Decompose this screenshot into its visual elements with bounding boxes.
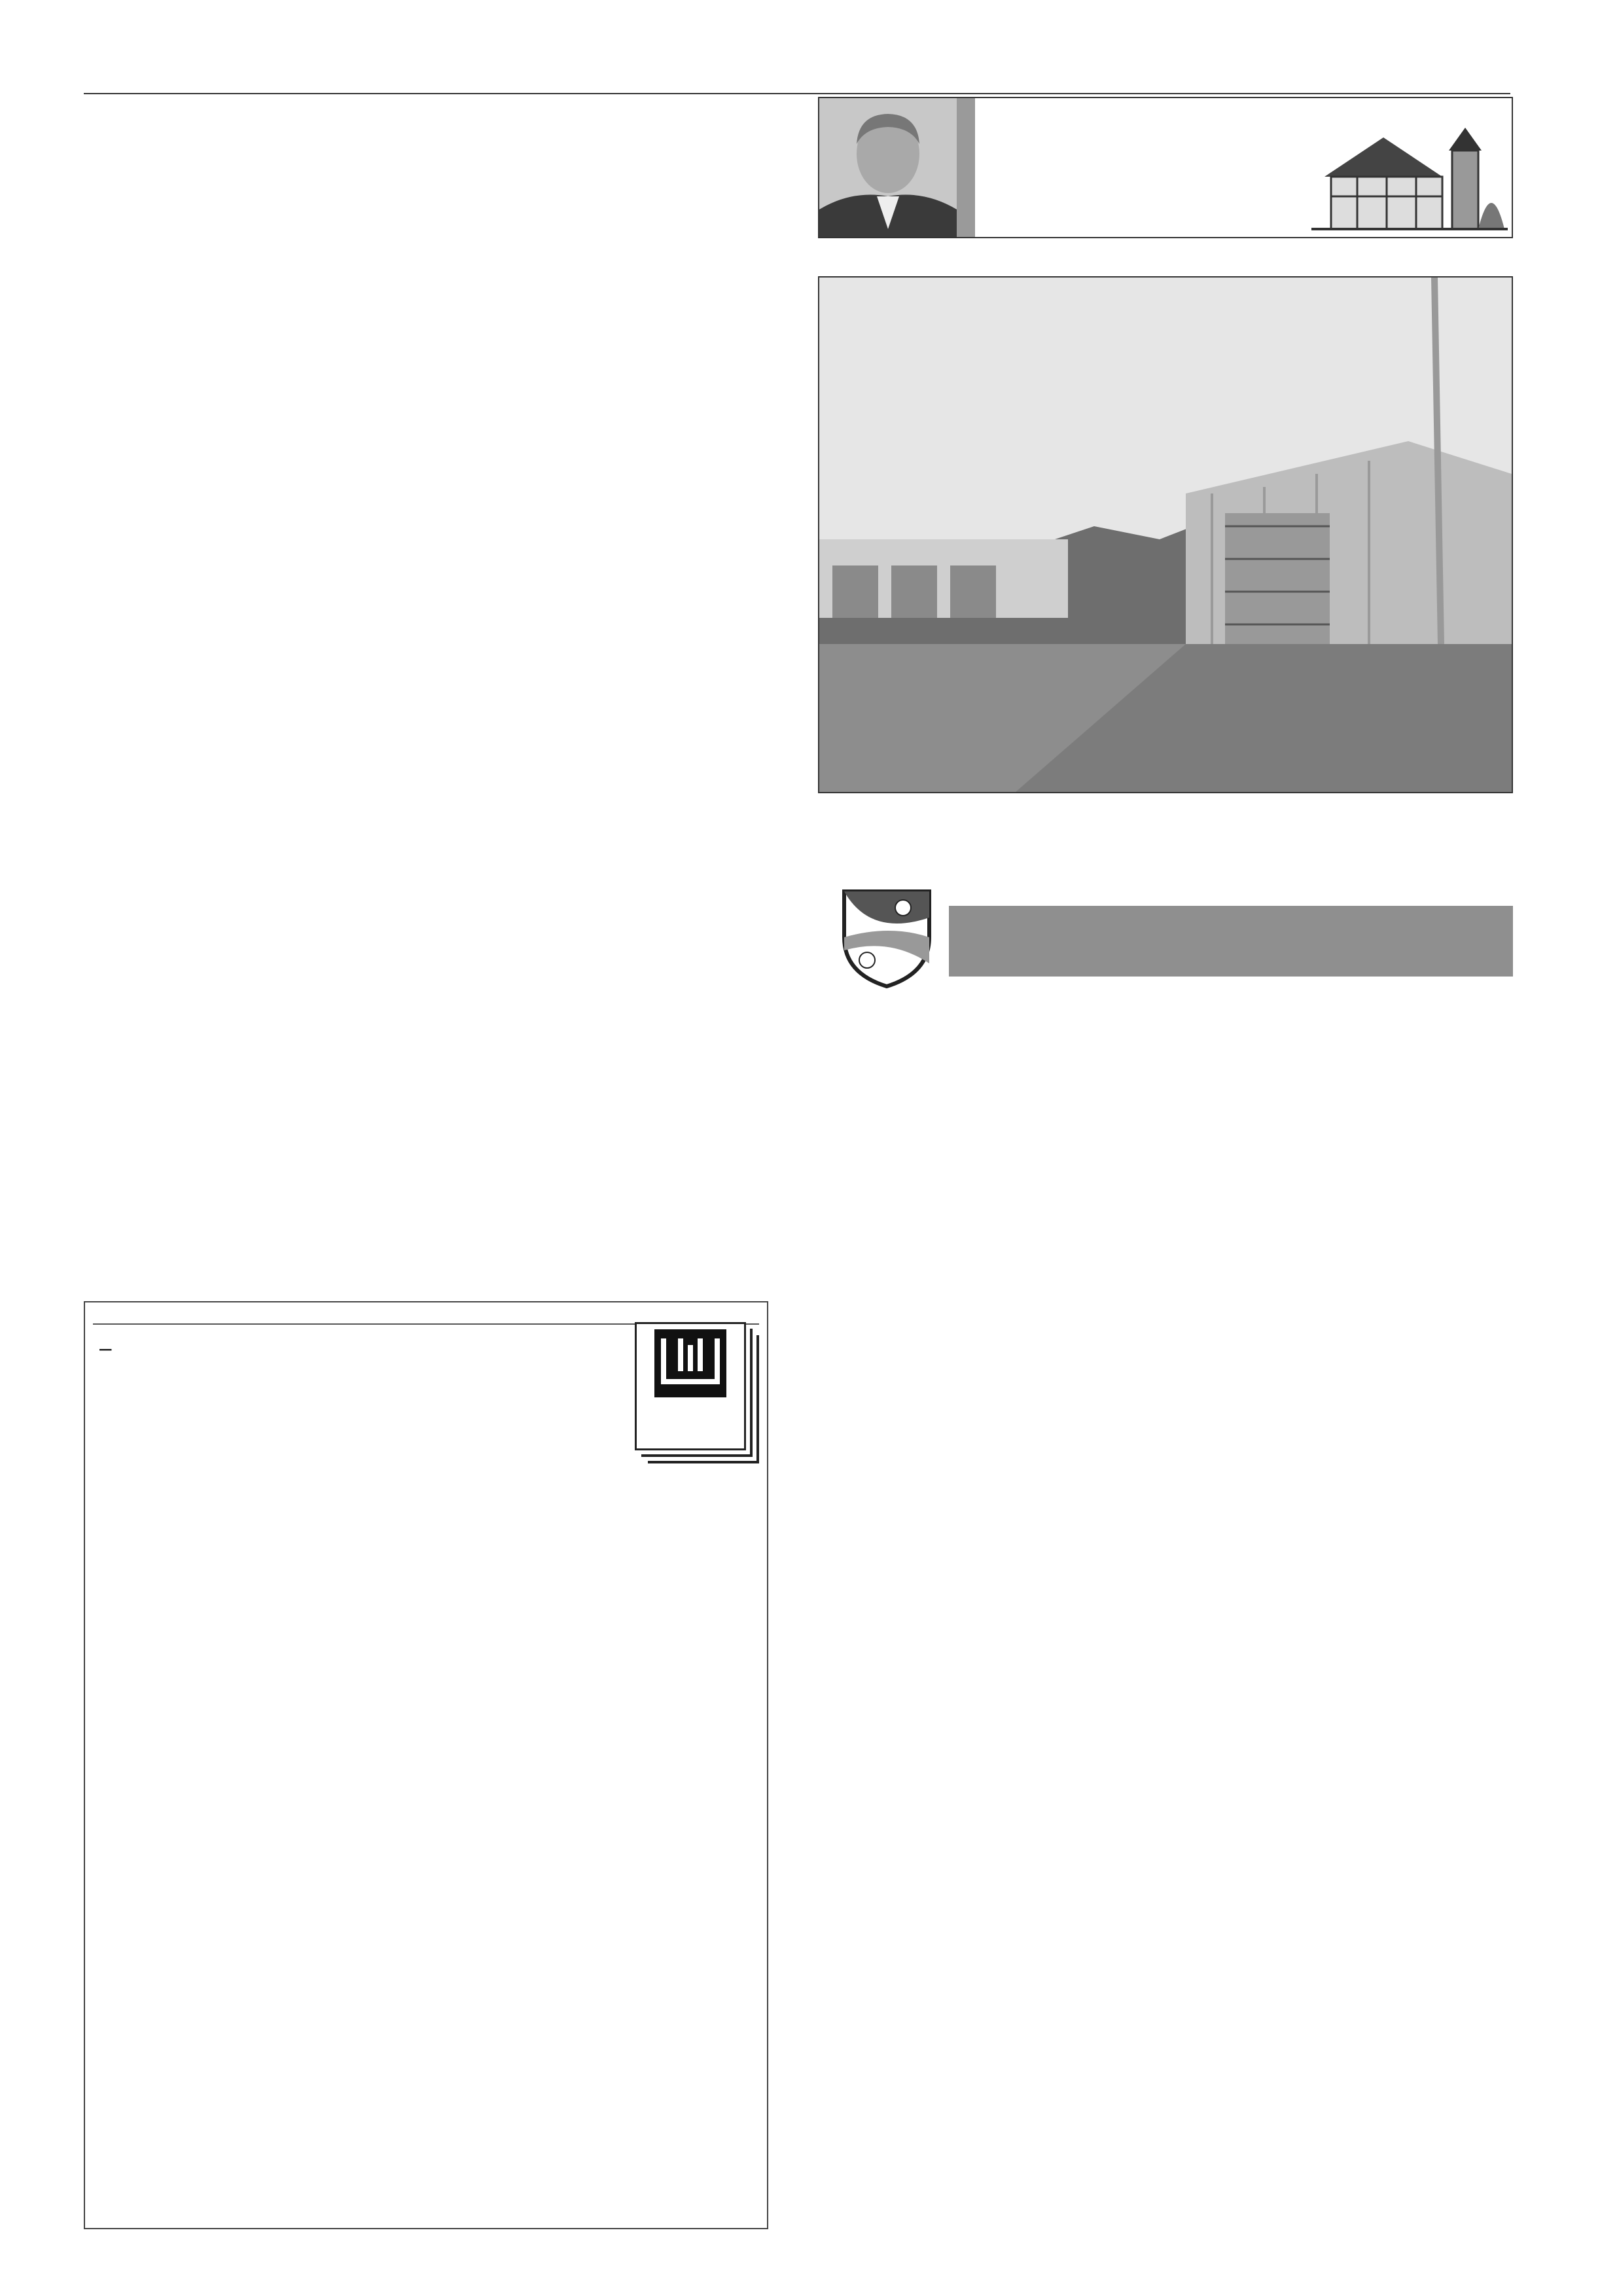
municipal-crest-icon (831, 878, 942, 990)
page-header (84, 58, 1510, 94)
vorwort-banner (818, 97, 1513, 238)
amtliche-banner-bar (949, 906, 1513, 977)
bauhof-photo (818, 276, 1513, 793)
amtliche-banner (818, 878, 1513, 990)
wittich-medien-logo (635, 1322, 746, 1450)
town-hall-icon (1311, 124, 1508, 236)
banner-shade (957, 98, 975, 237)
impressum-box (84, 1301, 768, 2229)
left-column (84, 97, 779, 102)
logo-mark-icon (654, 1329, 726, 1397)
right-column (818, 97, 1513, 1069)
mayor-portrait (819, 98, 957, 237)
